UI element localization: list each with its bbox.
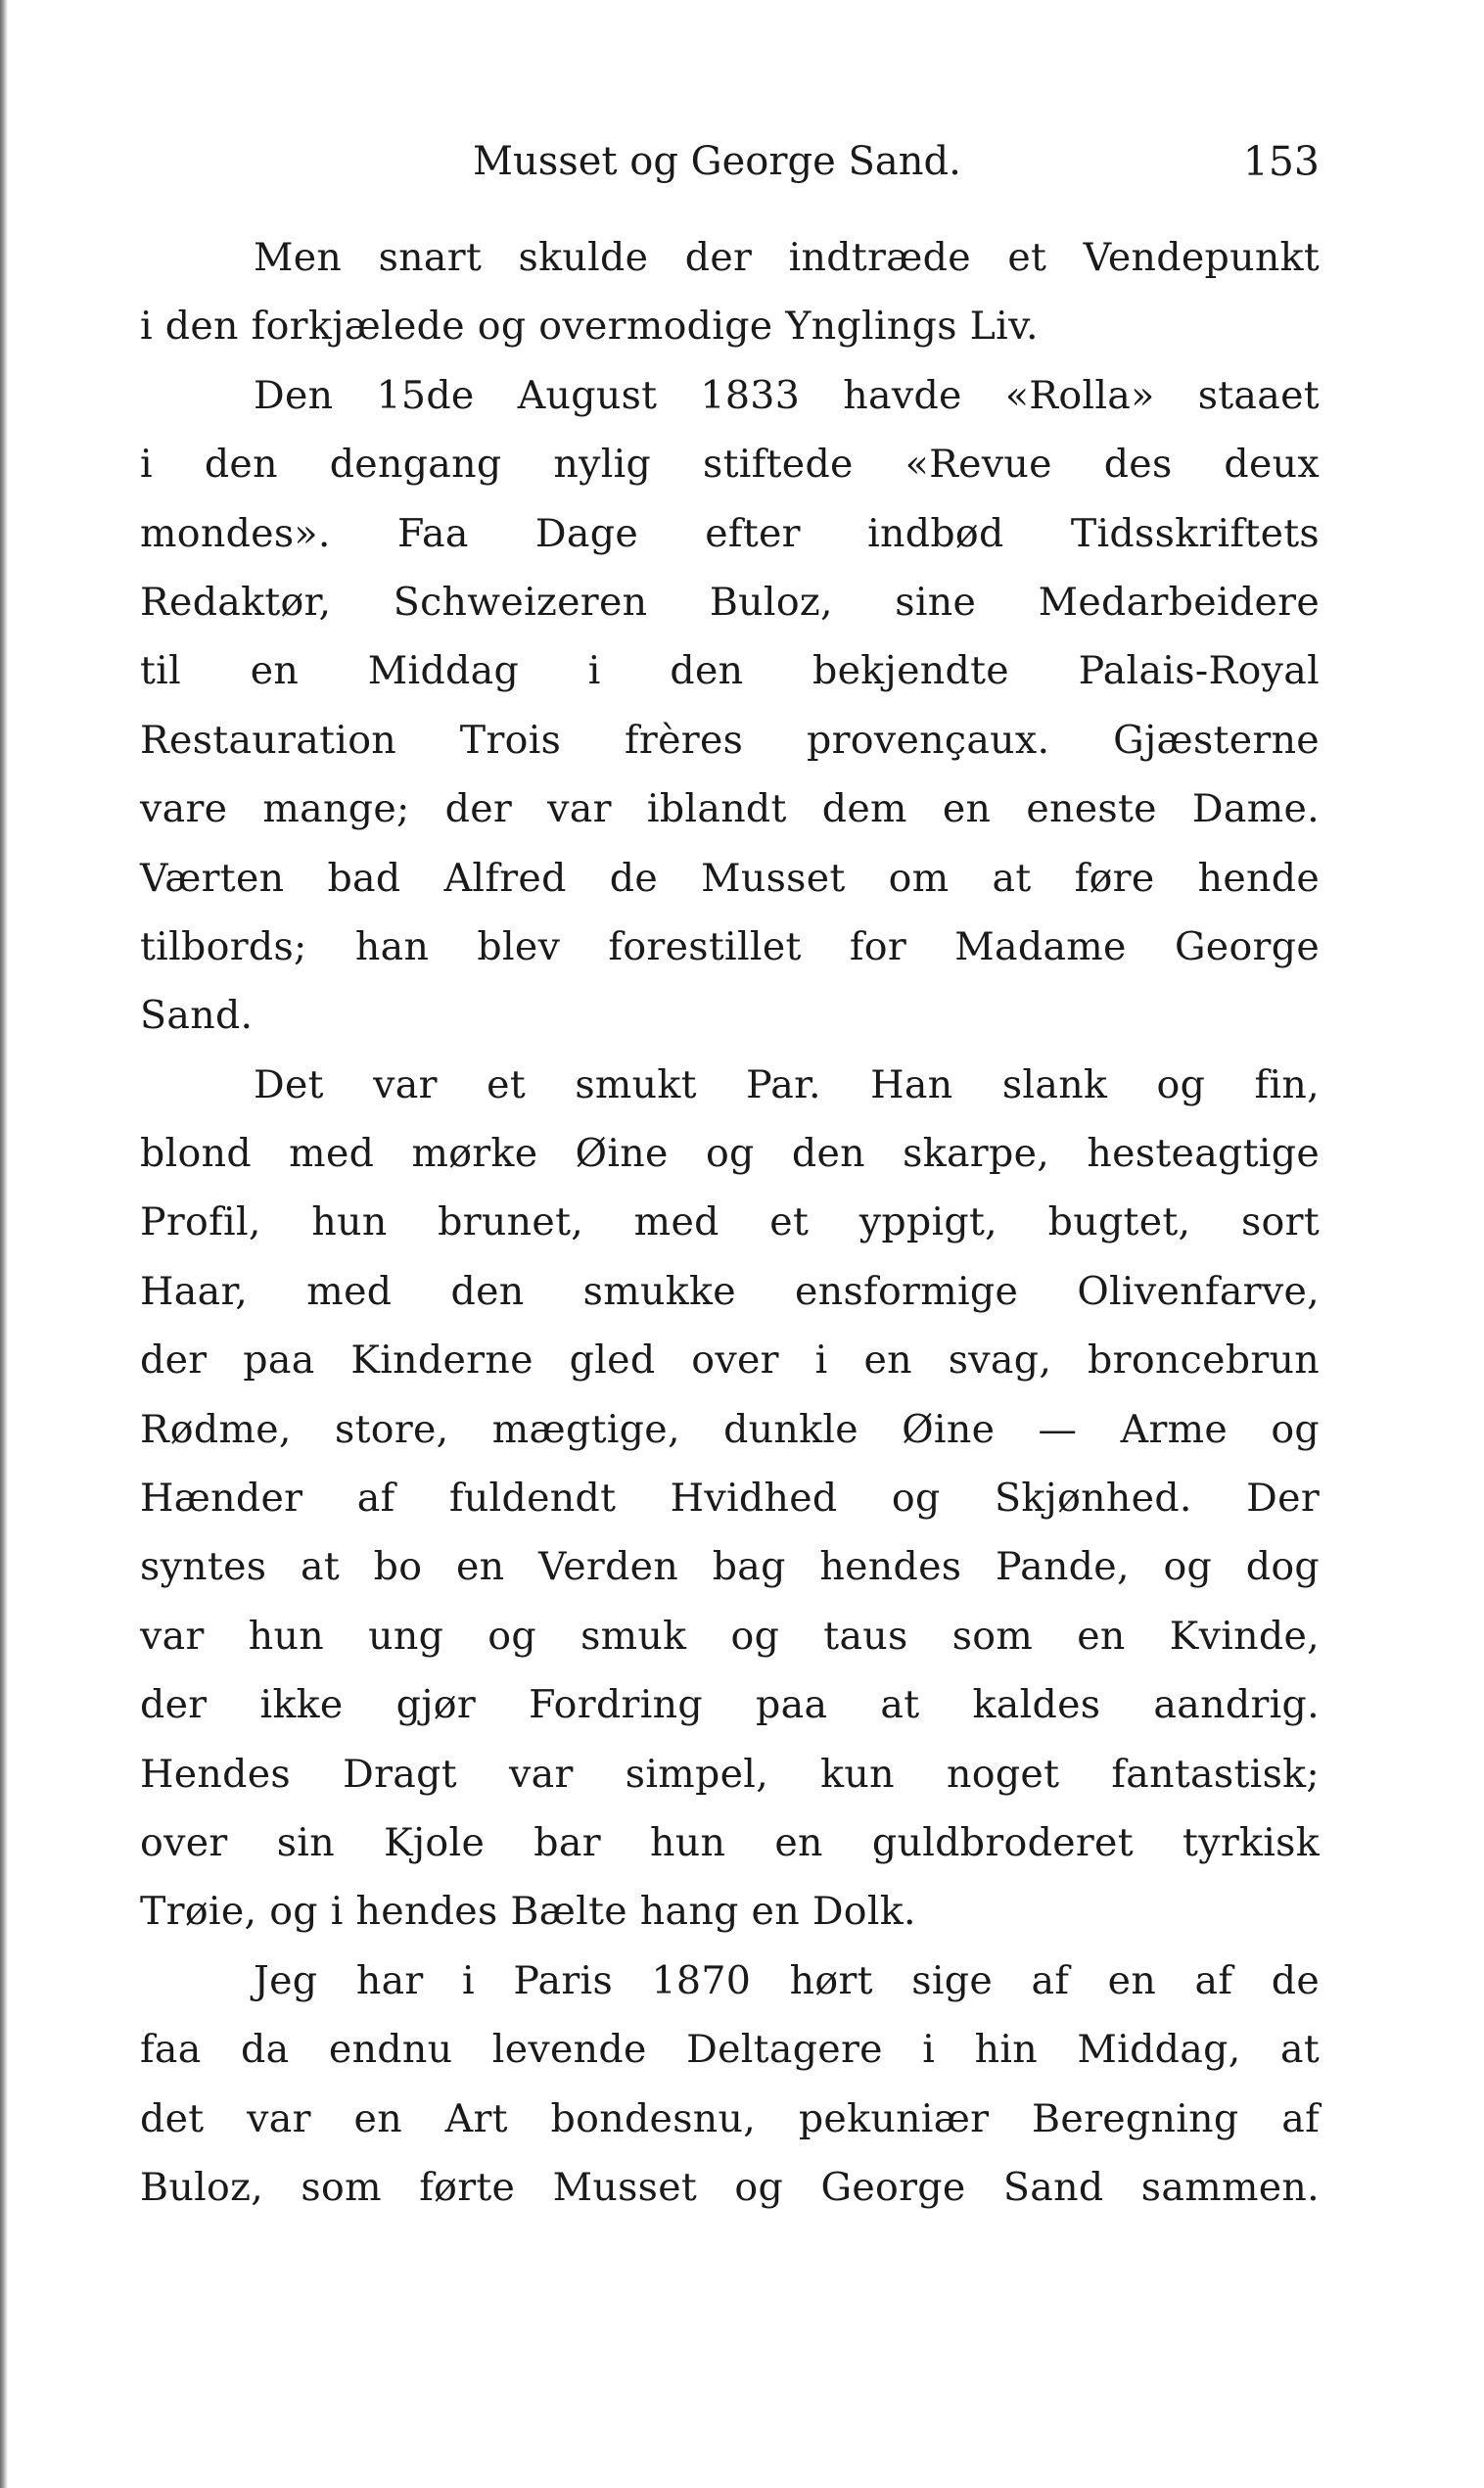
text-line: Sand. bbox=[140, 993, 254, 1039]
text-line: Redaktør, Schweizeren Buloz, sine Medarbeidere bbox=[140, 579, 1320, 625]
text-line: Det var et smukt Par. Han slank og fin, bbox=[254, 1061, 1320, 1107]
body-text bbox=[140, 223, 1320, 2222]
text-line: Trøie, og i hendes Bælte hang en Dolk. bbox=[140, 1889, 916, 1935]
running-title: Musset og George Sand. bbox=[473, 139, 961, 184]
text-line: over sin Kjole bar hun en guldbroderet tyrkisk bbox=[140, 1819, 1320, 1865]
text-line: Profil, hun brunet, med et yppigt, bugtet, sort bbox=[140, 1199, 1320, 1245]
text-line: mondes». Faa Dage efter indbød Tidsskriftets bbox=[140, 510, 1320, 556]
text-line: Hænder af fuldendt Hvidhed og Skjønhed. Der bbox=[140, 1476, 1320, 1522]
text-line: til en Middag i den bekjendte Palais-Royal bbox=[140, 648, 1320, 694]
text-line: Buloz, som førte Musset og George Sand sammen. bbox=[140, 2164, 1320, 2210]
text-line: tilbords; han blev forestillet for Madame George bbox=[140, 923, 1320, 969]
book-spine-shadow bbox=[0, 0, 8, 2488]
text-line: Den 15de August 1833 havde «Rolla» staaet bbox=[254, 372, 1320, 418]
text-line: Restauration Trois frères provençaux. Gjæsterne bbox=[140, 717, 1320, 763]
text-line: det var en Art bondesnu, pekuniær Beregning af bbox=[140, 2095, 1320, 2141]
text-line: Haar, med den smukke ensformige Olivenfarve, bbox=[140, 1268, 1320, 1314]
text-line: der paa Kinderne gled over i en svag, broncebrun bbox=[140, 1338, 1320, 1384]
text-line: faa da endnu levende Deltagere i hin Middag, at bbox=[140, 2027, 1320, 2073]
text-line: var hun ung og smuk og taus som en Kvinde, bbox=[140, 1613, 1320, 1659]
text-line: i den forkjælede og overmodige Ynglings Liv. bbox=[140, 304, 1039, 350]
page-number: 153 bbox=[1242, 138, 1320, 185]
text-line: Rødme, store, mægtige, dunkle Øine — Arme og bbox=[140, 1406, 1320, 1452]
page-header bbox=[140, 127, 1320, 196]
text-line: syntes at bo en Verden bag hendes Pande, og dog bbox=[140, 1544, 1320, 1590]
text-line: Jeg har i Paris 1870 hørt sige af en af de bbox=[254, 1957, 1320, 2003]
text-line: i den dengang nylig stiftede «Revue des deux bbox=[140, 442, 1320, 488]
text-line: Hendes Dragt var simpel, kun noget fantastisk; bbox=[140, 1751, 1320, 1797]
book-page bbox=[140, 127, 1320, 2222]
text-line: Men snart skulde der indtræde et Vendepunkt bbox=[254, 235, 1320, 280]
text-line: der ikke gjør Fordring paa at kaldes aandrig. bbox=[140, 1682, 1320, 1728]
text-line: blond med mørke Øine og den skarpe, hesteagtige bbox=[140, 1131, 1320, 1177]
text-line: Værten bad Alfred de Musset om at føre hende bbox=[140, 855, 1320, 901]
text-line: vare mange; der var iblandt dem en eneste Dame. bbox=[140, 786, 1320, 832]
